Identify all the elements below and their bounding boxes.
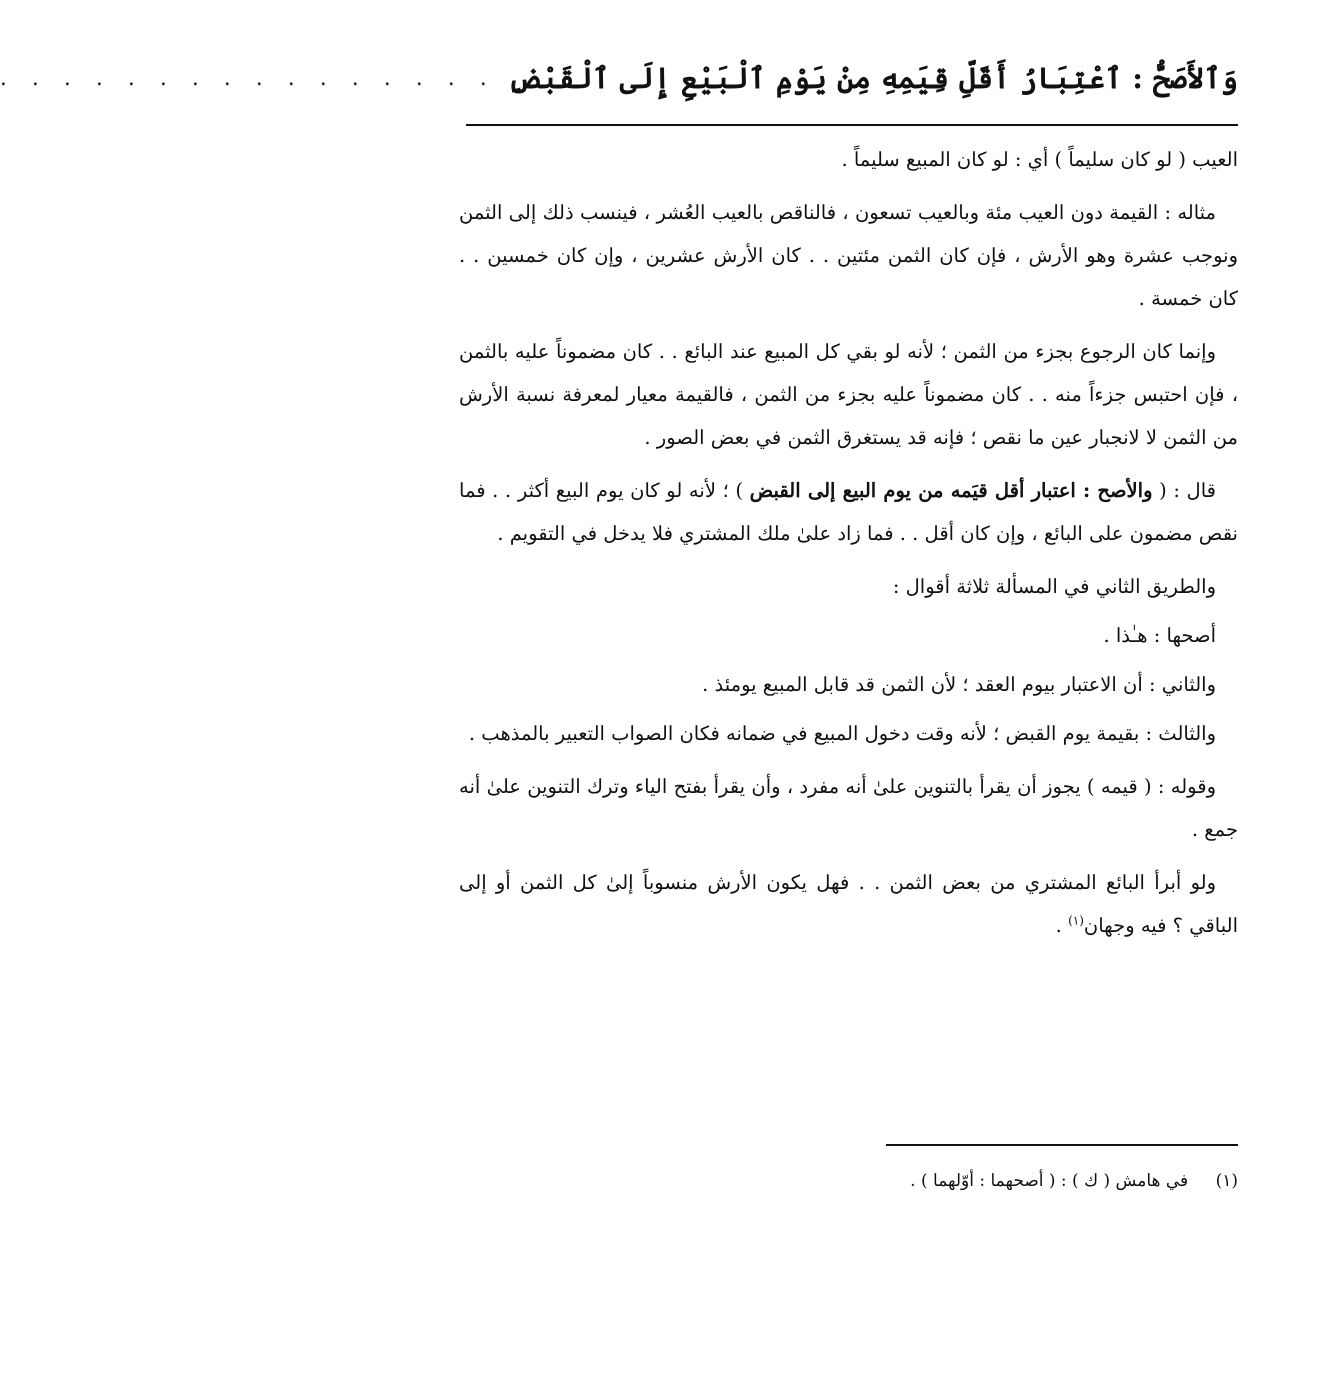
footnote xyxy=(459,1166,1238,1196)
paragraph-10 xyxy=(459,861,1238,947)
paragraph-9: وقوله : ( قيمه ) يجوز أن يقرأ بالتنوين علىٰ أنه مفرد ، وأن يقرأ بفتح الياء وترك التنوين علىٰ أنه جمع . xyxy=(459,775,1238,841)
footnote-divider xyxy=(886,1144,1238,1146)
paragraph-1: العيب ( لو كان سليماً ) أي : لو كان المبيع سليماً . xyxy=(841,148,1238,171)
paragraph-8: والثالث : بقيمة يوم القبض ؛ لأنه وقت دخول المبيع في ضمانه فكان الصواب التعبير بالمذهب . xyxy=(468,722,1216,745)
matn-quote: والأصح : اعتبار أقل قيَمه من يوم البيع إلى القبض xyxy=(749,479,1153,502)
paragraph-4 xyxy=(459,469,1238,555)
footnote-number: (١) xyxy=(1215,1171,1238,1191)
paragraph-4-suffix: ) ؛ لأنه لو كان يوم البيع أكثر . . فما نقص مضمون على البائع ، وإن كان أقل . . فما زاد علىٰ ملك المشتري فلا يدخل في التقويم . xyxy=(459,479,1238,545)
paragraph-2: مثاله : القيمة دون العيب مئة وبالعيب تسعون ، فالناقص بالعيب العُشر ، فينسب ذلك إلى الثمن ونوجب عشرة وهو الأرش ، فإن كان الثمن مئتين . . كان الأرش عشرين ، وإن كان خمسين . . كان خمسة . xyxy=(459,201,1238,310)
footnote-reference: (١) xyxy=(1068,913,1084,928)
paragraph-6: أصحها : هـٰذا . xyxy=(1103,624,1216,647)
paragraph-4-prefix: قال : ( xyxy=(1152,479,1216,502)
paragraph-10-main: ولو أبرأ البائع المشتري من بعض الثمن . . فهل يكون الأرش منسوباً إلىٰ كل الثمن أو إلى الباقي ؟ فيه وجهان xyxy=(459,871,1238,937)
paragraph-10-end: . xyxy=(1055,914,1069,937)
paragraph-7: والثاني : أن الاعتبار بيوم العقد ؛ لأن الثمن قد قابل المبيع يومئذ . xyxy=(702,673,1216,696)
footnote-text: في هامش ( ك ) : ( أصحهما : أوّلهما ) . xyxy=(910,1171,1189,1191)
main-text xyxy=(459,138,1238,957)
paragraph-3: وإنما كان الرجوع بجزء من الثمن ؛ لأنه لو بقي كل المبيع عند البائع . . كان مضموناً عليه بالثمن ، فإن احتبس جزءاً منه . . كان مضموناً عليه بجزء من الثمن ، فالقيمة معيار لمعرفة نسبة الأرش من الثمن لا لانجبار عين ما نقص ؛ فإنه قد يستغرق الثمن في بعض الصور . xyxy=(459,340,1238,449)
running-header xyxy=(0,48,1238,108)
paragraph-5: والطريق الثاني في المسألة ثلاثة أقوال : xyxy=(892,575,1216,598)
header-divider xyxy=(466,124,1238,126)
header-leader-dots: . . . . . . . . . . . . . . . . xyxy=(0,65,496,91)
header-title: وَٱلأَصَحُّ : ٱعْتِبَارُ أَقَلِّ قِيَمِهِ مِنْ يَوْمِ ٱلْبَيْعِ إِلَى ٱلْقَبْضِ xyxy=(507,61,1238,95)
